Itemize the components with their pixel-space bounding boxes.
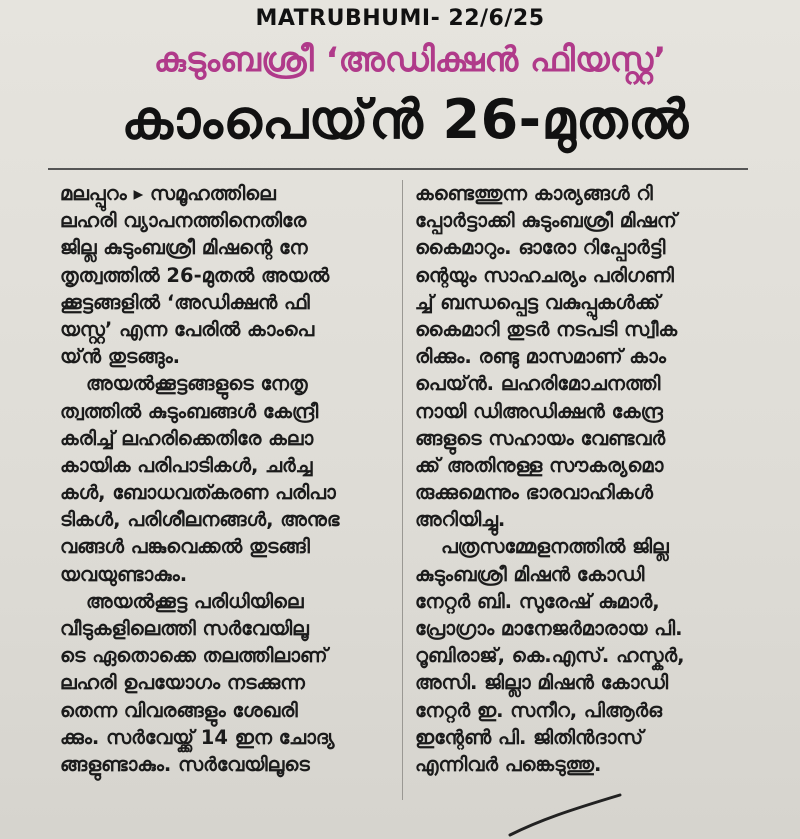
text-line: നേറ്റർ ബി. സുരേഷ് കുമാർ, <box>415 589 660 613</box>
text-line: രുക്കുമെന്നും ഭാരവാഹികൾ <box>415 481 653 505</box>
text-line: തെന്ന വിവരങ്ങളും ശേഖരി <box>60 698 298 722</box>
text-line: കൾ, ബോധവത്കരണ പരിപാ <box>60 481 336 505</box>
paragraph <box>415 180 750 533</box>
text-line: പത്രസമ്മേളനത്തിൽ ജില്ല <box>441 535 669 559</box>
text-line: ങ്ങളുടെ സഹായം വേണ്ടവർ <box>415 426 666 450</box>
text-line: റൂബിരാജ്, കെ.എസ്. ഹസ്കർ, <box>415 644 685 668</box>
text-line: അസി. ജില്ലാ മിഷൻ കോഡി <box>415 671 669 695</box>
main-headline: കാംപെയ്ൻ 26-മുതൽ <box>121 88 689 151</box>
text-line: കായിക പരിപാടികൾ, ചർച്ച <box>60 453 313 477</box>
text-line: പെയ്ൻ. ലഹരിമോചനത്തി <box>415 372 661 396</box>
text-line: ക്ക് അതിനുള്ള സൗകര്യമൊ <box>415 453 664 477</box>
article-column-left <box>60 180 390 778</box>
text-line: ത്വത്തിൽ കുടുംബങ്ങൾ കേന്ദ്രീ <box>60 399 319 423</box>
text-line: ലഹരി വ്യാപനത്തിനെതിരേ <box>60 209 307 233</box>
text-line: നേറ്റർ ഇ. സനീറ, പിആർഒ <box>415 698 663 722</box>
text-line: ജില്ല കുടുംബശ്രീ മിഷന്റെ നേ <box>60 236 308 260</box>
paragraph <box>60 370 390 588</box>
text-line: പ്പോർട്ടാക്കി കുടുംബശ്രീ മിഷന് <box>415 209 677 233</box>
text-line: വങ്ങൾ പങ്കുവെക്കൽ തുടങ്ങി <box>60 535 310 559</box>
column-rule <box>402 180 403 800</box>
text-line: നായി ഡിഅഡിക്ഷൻ കേന്ദ്ര <box>415 399 663 423</box>
text-line: ന്റെയും സാഹചര്യം പരിഗണി <box>415 263 674 287</box>
paragraph <box>60 588 390 778</box>
text-line: മലപ്പുറം ▸ സമൂഹത്തിലെ <box>60 182 276 205</box>
source-label: MATRUBHUMI- 22/6/25 <box>255 6 545 31</box>
text-line: ക്കൂട്ടങ്ങളിൽ ‘അഡിക്ഷൻ ഫി <box>60 290 310 314</box>
text-line: ച്ച് ബന്ധപ്പെട്ട വകുപ്പുകൾക്ക് <box>415 290 661 314</box>
text-line: ക്കും. സർവേയ്ക്ക് 14 ഇന ചോദ്യ <box>60 725 335 749</box>
text-line: എന്നിവർ പങ്കെടുത്തു. <box>415 752 602 776</box>
article-column-right <box>415 180 750 778</box>
text-line: ലഹരി ഉപയോഗം നടക്കുന്ന <box>60 671 305 695</box>
text-line: തൃത്വത്തിൽ 26-മുതൽ അയൽ <box>60 263 330 287</box>
text-line: യസ്റ്റ’ എന്ന പേരിൽ കാംപെ <box>60 317 315 341</box>
text-line: യ്ൻ തുടങ്ങും. <box>60 345 181 369</box>
text-line: കൈമാറും. ഓരോ റിപ്പോർട്ടി <box>415 236 666 260</box>
text-line: കണ്ടെത്തുന്ന കാര്യങ്ങൾ റി <box>415 182 653 205</box>
text-line: അറിയിച്ചു. <box>415 508 506 532</box>
text-line: കരിച്ച് ലഹരിക്കെതിരേ കലാ <box>60 426 314 450</box>
text-line: യവയുണ്ടാകും. <box>60 562 188 586</box>
paragraph <box>415 533 750 778</box>
text-line: അയൽക്കൂട്ട പരിധിയിലെ <box>86 589 304 613</box>
text-line: അയൽക്കൂട്ടങ്ങളുടെ നേതൃ <box>86 372 308 396</box>
text-line: ടെ ഏതൊക്കെ തലത്തിലാണ് <box>60 644 328 668</box>
text-line: ഇന്റേൺ പി. ജിതിൻദാസ് <box>415 725 644 749</box>
paragraph <box>60 180 390 370</box>
text-line: കൈമാറി തുടർ നടപടി സ്വീക <box>415 317 678 341</box>
text-line: ങ്ങളുണ്ടാകും. സർവേയിലൂടെ <box>60 752 310 776</box>
headline-divider <box>48 168 748 170</box>
text-line: വീടുകളിലെത്തി സർവേയിലൂ <box>60 617 309 640</box>
text-line: കുടുംബശ്രീ മിഷൻ കോഡി <box>415 562 645 586</box>
text-line: രിക്കും. രണ്ടു മാസമാണ് കാം <box>415 345 666 369</box>
text-line: പ്രോഗ്രാം മാനേജർമാരായ പി. <box>415 617 683 640</box>
kicker-headline: കുടുംബശ്രീ ‘അഡിക്ഷൻ ഫിയസ്റ്റ’ <box>153 40 667 80</box>
text-line: ടികൾ, പരിശീലനങ്ങൾ, അനുഭ <box>60 508 340 532</box>
pen-scribble <box>500 790 640 839</box>
